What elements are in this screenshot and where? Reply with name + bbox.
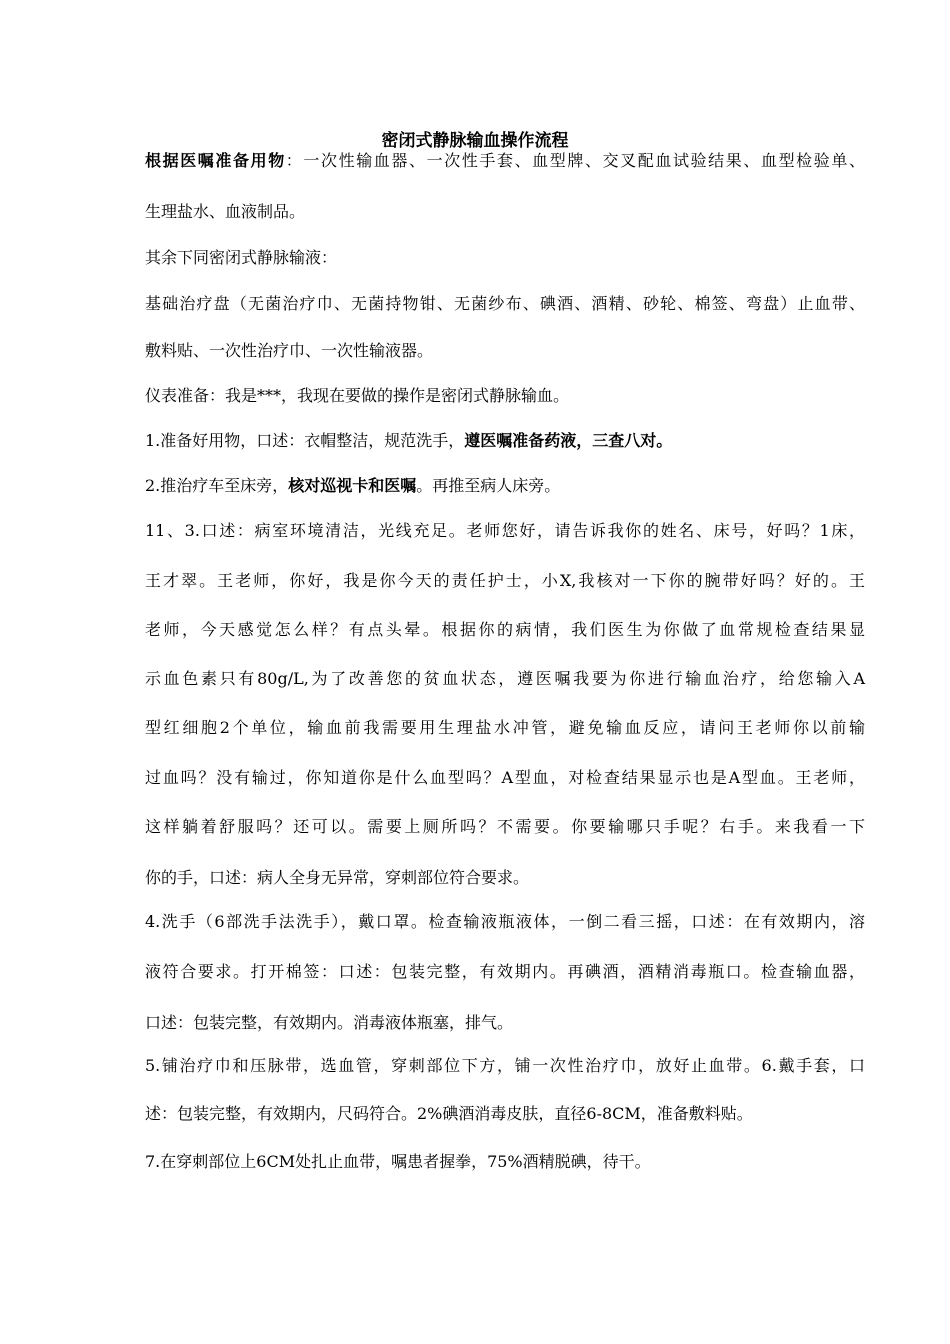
document-title: 密闭式静脉输血操作流程 [381,131,569,151]
step-7: 7.在穿刺部位上6CM处扎止血带，嘱患者握拳，75%酒精脱碘，待干。 [145,1152,651,1171]
step-4-line-2: 液符合要求。打开棉签：口述：包装完整，有效期内。再碘酒，酒精消毒瓶口。检查输血器， [145,962,865,981]
step-2 [145,475,865,497]
step-4-line-1: 4.洗手（6部洗手法洗手），戴口罩。检查输液瓶液体，一倒二看三摇，口述：在有效期内，溶 [145,912,865,931]
paragraph-rest-same: 其余下同密闭式静脉输液： [145,248,338,267]
step-3-line-2: 王才翠。王老师，你好，我是你今天的责任护士，小X,我核对一下你的腕带好吗？好的。王 [145,571,865,590]
paragraph-tray-line-1: 基础治疗盘（无菌治疗巾、无菌持物钳、无菌纱布、碘酒、酒精、砂轮、棉签、弯盘）止血带、 [145,294,865,313]
step-5-line-1: 5.铺治疗巾和压脉带，选血管，穿刺部位下方，铺一次性治疗巾，放好止血带。6.戴手套，口 [145,1056,865,1075]
step-2-text-b: 。再推至病人床旁。 [416,476,561,495]
step-3-line-6: 过血吗？没有输过，你知道你是什么血型吗？A型血，对检查结果显示也是A型血。王老师， [145,768,865,787]
paragraph-tray-line-2: 敷料贴、一次性治疗巾、一次性输液器。 [145,341,434,360]
supplies-text: ：一次性输血器、一次性手套、血型牌、交叉配血试验结果、血型检验单、 [285,151,865,170]
step-3-line-3: 老师，今天感觉怎么样？有点头晕。根据你的病情，我们医生为你做了血常规检查结果显 [145,620,865,639]
step-2-bold: 核对巡视卡和医嘱 [288,476,417,495]
paragraph-supplies-line-2: 生理盐水、血液制品。 [145,202,306,221]
step-2-text-a: 2.推治疗车至床旁， [145,476,289,495]
paragraph-supplies-line-1 [145,150,865,172]
step-1 [145,430,865,452]
step-3-line-8: 你的手，口述：病人全身无异常，穿刺部位符合要求。 [145,868,530,887]
step-5-line-2: 述：包装完整，有效期内，尺码符合。2%碘酒消毒皮肤，直径6-8CM，准备敷料贴。 [145,1104,753,1123]
step-3-line-7: 这样躺着舒服吗？还可以。需要上厕所吗？不需要。你要输哪只手呢？右手。来我看一下 [145,817,865,836]
supplies-heading: 根据医嘱准备用物 [145,151,286,170]
step-3-line-5: 型红细胞2个单位，输血前我需要用生理盐水冲管，避免输血反应，请问王老师你以前输 [145,718,865,737]
step-1-bold: 遵医嘱准备药液，三查八对。 [464,431,673,450]
paragraph-appearance: 仪表准备：我是***，我现在要做的操作是密闭式静脉输血。 [145,386,570,405]
step-1-text: 1.准备好用物，口述：衣帽整洁，规范洗手， [145,431,465,450]
step-3-line-4: 示血色素只有80g/L,为了改善您的贫血状态，遵医嘱我要为你进行输血治疗，给您输入A [145,669,865,688]
step-3-line-1: 11、3.口述：病室环境清洁，光线充足。老师您好，请告诉我你的姓名、床号，好吗？1床， [145,521,865,540]
step-4-line-3: 口述：包装完整，有效期内。消毒液体瓶塞，排气。 [145,1013,514,1032]
